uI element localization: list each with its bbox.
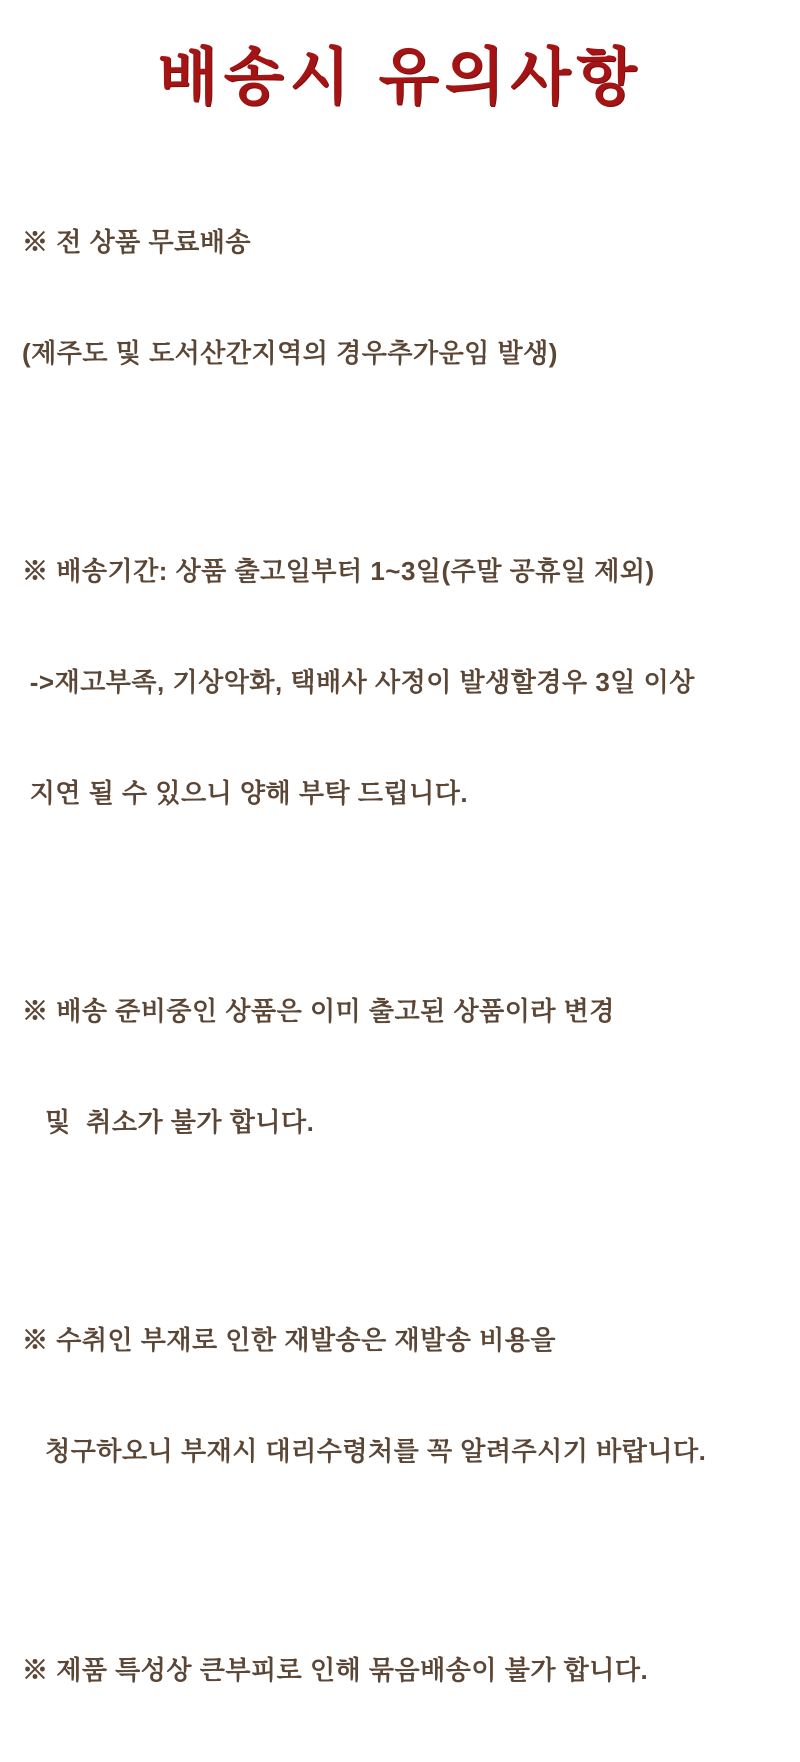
notice-section-no-bundle (22, 1578, 778, 1762)
notice-line: ※ 배송기간: 상품 출고일부터 1~3일(주말 공휴일 제외) (22, 556, 655, 587)
notice-line: ※ 배송 준비중인 상품은 이미 출고된 상품이라 변경 (22, 996, 615, 1027)
notice-line: 및 취소가 불가 합니다. (22, 1106, 315, 1137)
notice-body (0, 150, 800, 1762)
notice-section-delivery-period (22, 479, 778, 885)
notice-section-reshipping-fee (22, 1249, 778, 1544)
notice-line: ->재고부족, 기상악화, 택배사 사정이 발생할경우 3일 이상 (22, 666, 695, 697)
notice-section-no-change-cancel (22, 919, 778, 1214)
notice-line: ※ 수취인 부재로 인한 재발송은 재발송 비용을 (22, 1325, 556, 1356)
notice-line: 청구하오니 부재시 대리수령처를 꼭 알려주시기 바랍니다. (22, 1436, 707, 1467)
notice-line: ※ 전 상품 무료배송 (22, 227, 251, 257)
notice-line: ※ 제품 특성상 큰부피로 인해 묶음배송이 불가 합니다. (22, 1654, 649, 1685)
notice-line: 지연 될 수 있으니 양해 부탁 드립니다. (22, 777, 469, 808)
notice-line: (제주도 및 도서산간지역의 경우추가운임 발생) (22, 337, 558, 368)
notice-section-free-shipping (22, 150, 778, 445)
page-title: 배송시 유의사항 (157, 43, 643, 112)
